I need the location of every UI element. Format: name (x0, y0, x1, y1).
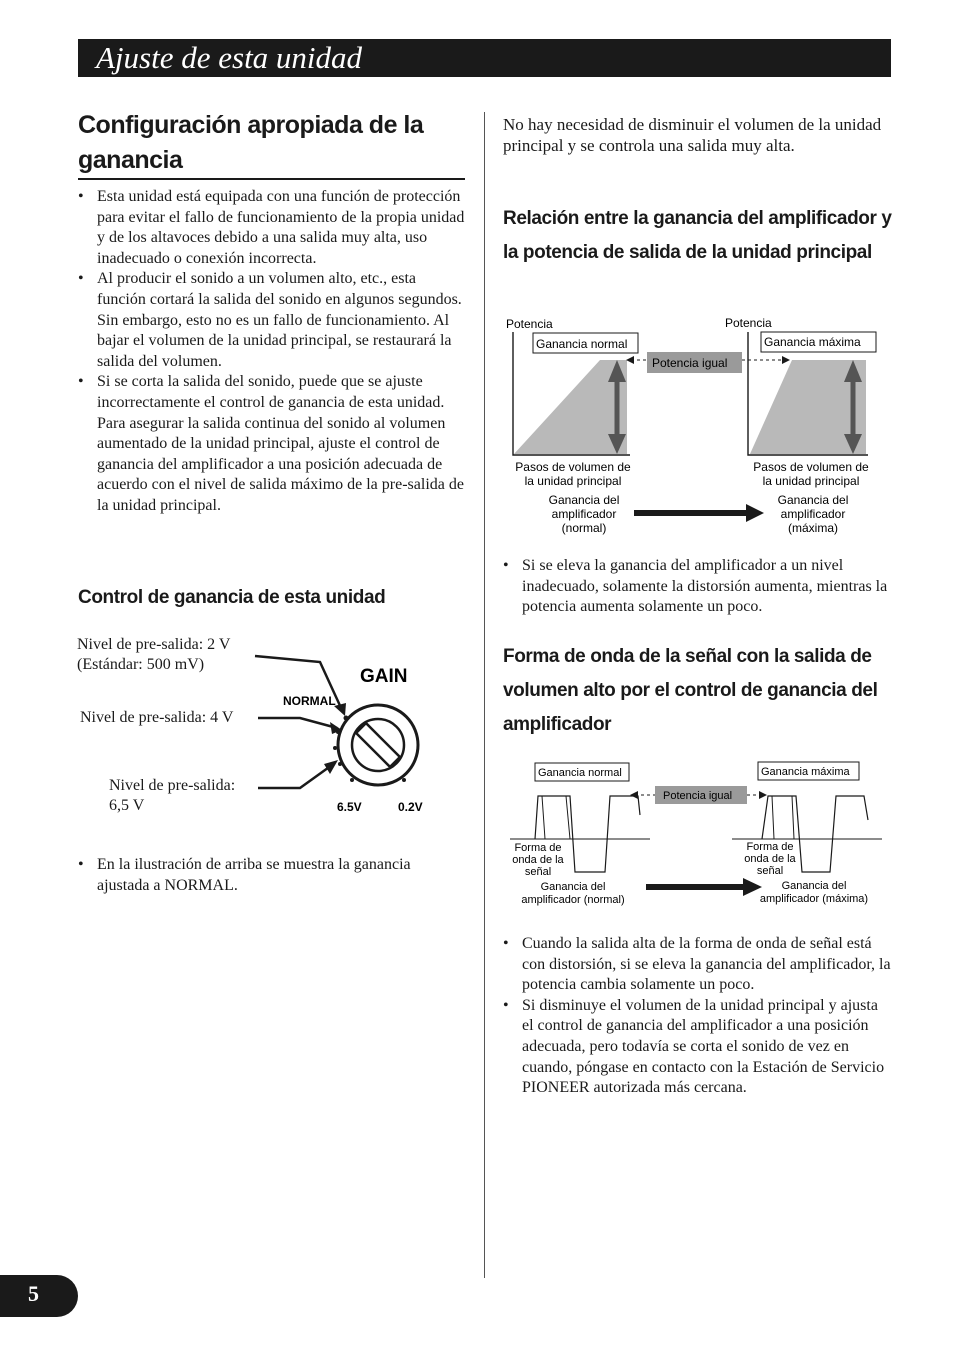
gain-label-65v-b: 6,5 V (109, 797, 145, 814)
gain-knob-diagram (250, 640, 460, 830)
wf-label-forma-2c: señal (756, 865, 784, 877)
label-pasos-1b: la unidad principal (524, 474, 622, 488)
wf-label-gan-normal: Ganancia normal (538, 767, 622, 779)
intro-paragraph: No hay necesidad de disminuir el volumen de la unidad principal y se controla una salida muy alta. (503, 115, 882, 155)
header-bar (78, 39, 891, 77)
intro-bullet-list (78, 187, 466, 517)
gain-power-figure (500, 310, 890, 540)
page-header-title: Ajuste de esta unidad (96, 40, 363, 75)
label-amp-1a: Ganancia del (548, 493, 620, 507)
axis-label-potencia-2: Potencia (725, 316, 772, 330)
label-pasos-2a: Pasos de volumen de (753, 460, 869, 474)
label-pasos-2b: la unidad principal (762, 474, 860, 488)
normal-label: NORMAL (283, 694, 336, 708)
6-5v-label: 6.5V (337, 800, 362, 814)
subsection-title-power: Relación entre la ganancia del amplificador y la potencia de salida de la unidad principal (503, 208, 892, 263)
subsection-title-waveform: Forma de onda de la señal con la salida de volumen alto por el control de ganancia del amplificador (503, 646, 878, 735)
label-amp-2b: amplificador (780, 507, 846, 521)
big-arrow-icon (634, 510, 750, 516)
wf-label-forma-1c: señal (524, 866, 552, 878)
0-2v-label: 0.2V (398, 800, 423, 814)
wf-label-amp-2a: Ganancia del (781, 880, 847, 892)
list-item: • Si se corta la salida del sonido, puede que se ajuste incorrectamente el control de ganancia de esta unidad. Para asegurar la salida continua del sonido al volumen aumentado de la unidad principal, ajuste el control de ganancia del amplificador a una posición adecuada de acuerdo con el nivel de salida máximo de la pre-salida de la unidad principal. (78, 372, 466, 516)
power-bullet-list (503, 556, 893, 618)
gain-area-normal (514, 360, 627, 454)
section-title: Configuración apropiada de la ganancia (78, 111, 424, 174)
wf-label-forma-1a: Forma de (514, 842, 562, 854)
page-number: 5 (28, 1281, 39, 1306)
label-amp-2a: Ganancia del (777, 493, 849, 507)
wf-label-forma-1b: onda de la (512, 854, 564, 866)
gain-knob-title: GAIN (360, 666, 408, 687)
list-item: • Al producir el sonido a un volumen alto, etc., esta función cortará la salida del sonido en algunos segundos. Sin embargo, esto no es un fallo de funcionamiento. Al bajar el volumen de la unidad principal, se restaurará la salida del volumen. (78, 269, 466, 372)
list-item: • Si se eleva la ganancia del amplificador a un nivel inadecuado, solamente la distorsión aumenta, mientras la potencia aumenta solamente un poco. (503, 556, 893, 618)
wf-big-arrow-icon (646, 884, 744, 890)
list-item: • En la ilustración de arriba se muestra la ganancia ajustada a NORMAL. (78, 855, 464, 896)
subsection-title-gain-control: Control de ganancia de esta unidad (78, 587, 386, 608)
label-amp-1c: (normal) (561, 521, 607, 535)
gain-label-4v: Nivel de pre-salida: 4 V (80, 709, 234, 726)
column-divider (484, 112, 485, 1278)
gain-label-standard: (Estándar: 500 mV) (77, 656, 205, 673)
wf-label-amp-1a: Ganancia del (540, 881, 606, 893)
waveform-figure (500, 760, 890, 910)
label-amp-1b: amplificador (551, 507, 617, 521)
gain-label-2v: Nivel de pre-salida: 2 V (77, 636, 231, 653)
label-gan-max: Ganancia máxima (764, 335, 861, 349)
list-item: • Si disminuye el volumen de la unidad principal y ajusta el control de ganancia del amplificador a una posición adecuada, pero todavía se corta el sonido de vez en cuando, póngase en contacto con la Estación de Servicio PIONEER autorizada más cercana. (503, 996, 893, 1099)
gain-note-list (78, 855, 464, 896)
label-gan-normal: Ganancia normal (536, 337, 628, 351)
waveform-bullet-list (503, 934, 893, 1099)
list-item: • Esta unidad está equipada con una función de protección para evitar el fallo de funcionamiento de la propia unidad y de los altavoces debido a una salida muy alta, uso inadecuado o conexión incorrecta. (78, 187, 466, 269)
wf-label-gan-max: Ganancia máxima (761, 766, 850, 778)
wf-label-amp-2b: amplificador (máxima) (759, 893, 869, 905)
gain-label-65v-a: Nivel de pre-salida: (109, 777, 236, 794)
page-number-tab (0, 1275, 78, 1317)
wf-label-forma-2b: onda de la (744, 853, 796, 865)
title-rule (78, 178, 465, 180)
axis-label-potencia-1: Potencia (506, 317, 553, 331)
list-item: • Cuando la salida alta de la forma de onda de señal está con distorsión, si se eleva la ganancia del amplificador, la potencia cambia solamente un poco. (503, 934, 893, 996)
label-pot-igual: Potencia igual (652, 356, 728, 370)
wf-label-forma-2a: Forma de (746, 841, 794, 853)
label-pasos-1a: Pasos de volumen de (515, 460, 631, 474)
wf-label-amp-1b: amplificador (normal) (521, 894, 625, 906)
wf-label-pot-igual: Potencia igual (663, 790, 733, 802)
label-amp-2c: (máxima) (788, 521, 838, 535)
